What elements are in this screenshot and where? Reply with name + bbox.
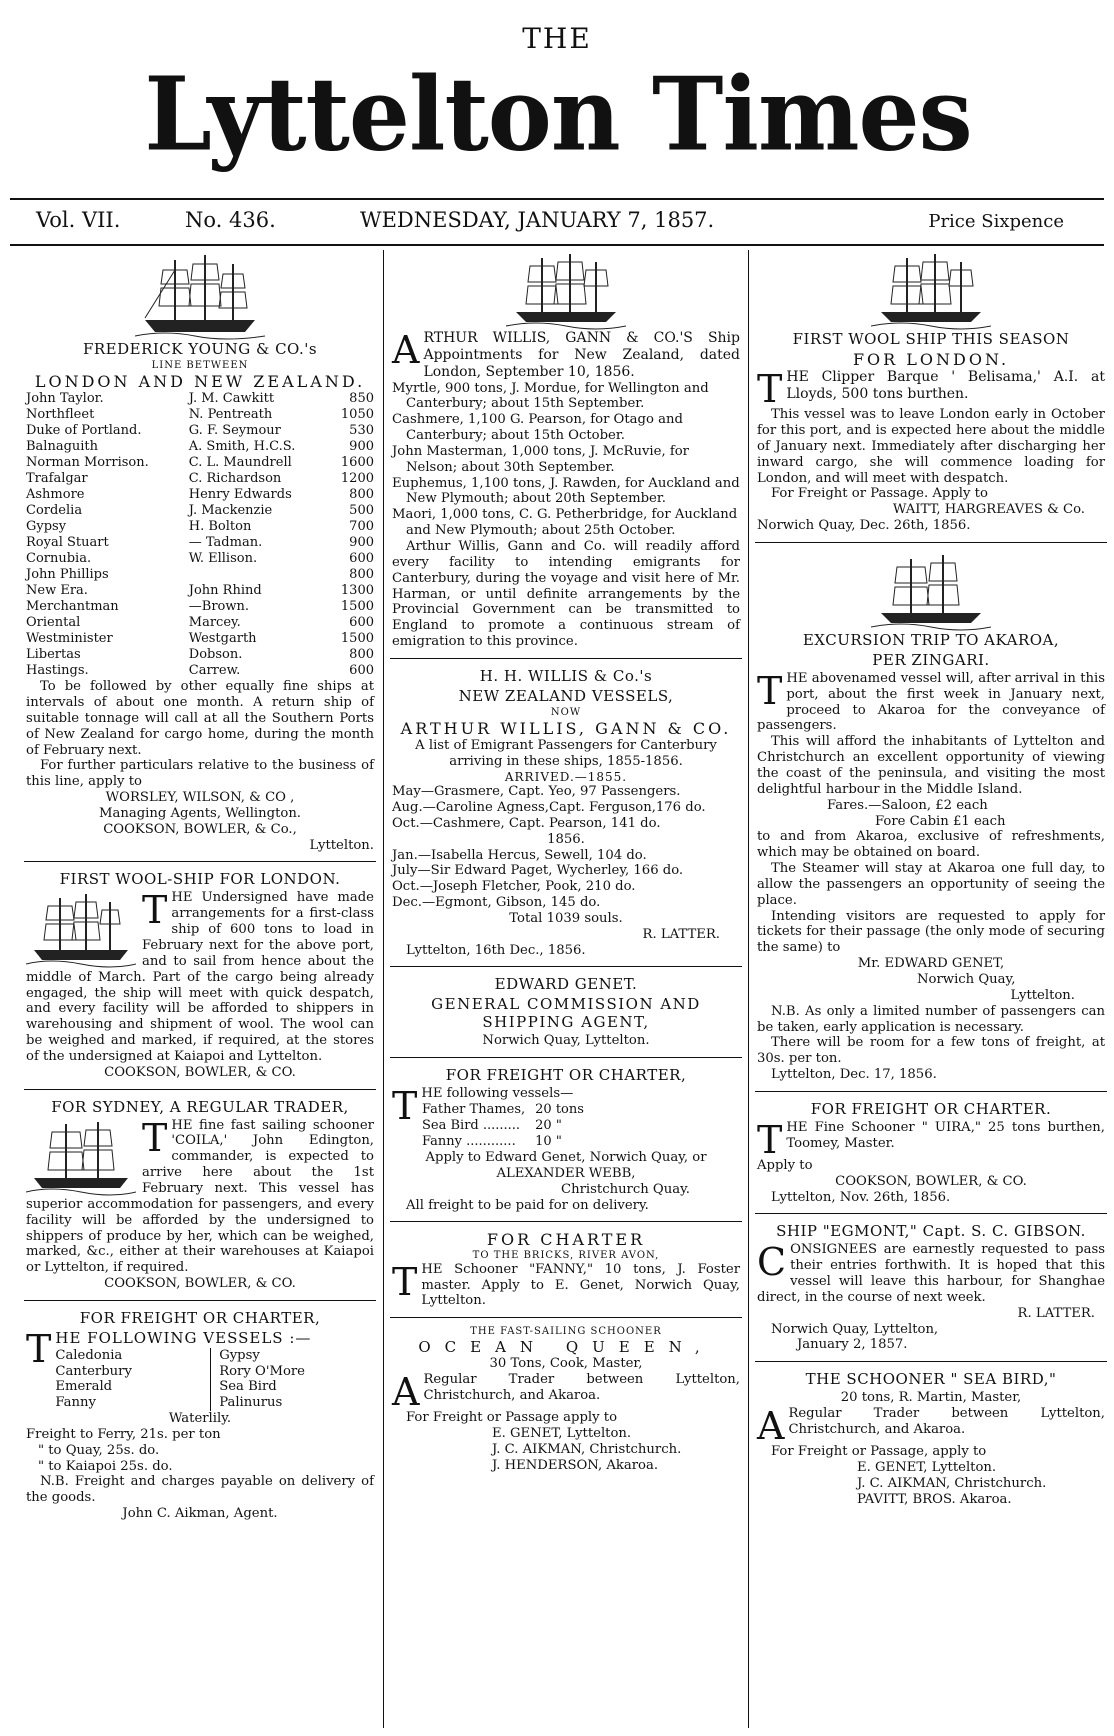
ship-row	[26, 615, 374, 631]
agent-address: Norwich Quay,	[917, 971, 1016, 987]
ad-route: LONDON AND NEW ZEALAND.	[34, 372, 366, 391]
vessel-name: Caledonia	[55, 1347, 123, 1363]
tonnage: 1500	[340, 599, 374, 615]
ad-paragraph: Arthur Willis, Gann and Co. will readily afford every facility to intending emigrants for Canterbury, during the voyage and visit here of Mr. Harman, or until definite arrangements by the Provincial Government can be transmitted to England to promote a continuous stream of emigration to this province.	[392, 538, 740, 650]
ship-appointments	[392, 381, 740, 539]
ship-row	[26, 439, 374, 455]
vessel-name: Canterbury	[55, 1363, 132, 1379]
ad-sydney-trader	[24, 1098, 376, 1301]
ad-heading: FOR FREIGHT OR CHARTER.	[810, 1099, 1052, 1118]
ad-body: Regular Trader between Lyttelton, Christchurch, and Akaroa.	[423, 1372, 740, 1403]
vessel-name: Sea Bird .........	[422, 1118, 521, 1134]
tonnage: 530	[349, 423, 374, 439]
captain-name: H. Bolton	[188, 519, 252, 535]
vessel-row	[422, 1102, 594, 1118]
ad-hh-willis	[390, 667, 742, 968]
ad-paragraph: This vessel was to leave London early in October for this port, and is expected here about the middle of January next. Immediately after discharging her inward cargo, she will commence loading for London, and will meet with despatch.	[757, 407, 1105, 486]
tonnage: 500	[349, 503, 374, 519]
captain-name: Westgarth	[188, 631, 257, 647]
newspaper-title: Lyttelton Times	[144, 55, 972, 174]
ship-appointment: Maori, 1,000 tons, C. G. Petherbridge, for Auckland and New Plymouth; about 25th October.	[392, 507, 738, 539]
ship-name: Northfleet	[26, 407, 95, 423]
ad-heading: SHIP "EGMONT," Capt. S. C. GIBSON.	[776, 1222, 1086, 1241]
ad-paragraph: For further particulars relative to the business of this line, apply to	[26, 758, 374, 790]
ad-signature: COOKSON, BOWLER, & CO.	[104, 1276, 296, 1292]
ad-lead: HE Clipper Barque ' Belisama,' A.I. at Lloyds, 500 tons burthen.	[786, 369, 1105, 403]
ad-subheading: TO THE BRICKS, RIVER AVON,	[472, 1249, 660, 1261]
captain-name: Marcey.	[188, 615, 241, 631]
ad-heading: NEW ZEALAND VESSELS,	[458, 686, 674, 705]
ship-name: Norman Morrison.	[26, 455, 149, 471]
ad-edward-genet	[390, 975, 742, 1058]
tonnage: 1200	[340, 471, 374, 487]
ad-signature: ALEXANDER WEBB,	[496, 1165, 636, 1181]
ship-appointment: John Masterman, 1,000 tons, J. McRuvie, for Nelson; about 30th September.	[392, 443, 689, 475]
ad-heading: FOR LONDON.	[852, 350, 1010, 369]
ad-paragraph: to and from Akaroa, exclusive of refreshments, which may be obtained on board.	[757, 829, 1105, 861]
ad-freight-charter-aikman	[24, 1309, 376, 1530]
captain-name: A. Smith, H.C.S.	[188, 439, 296, 455]
ship-name: John Phillips	[26, 567, 109, 583]
ad-uira	[755, 1100, 1107, 1215]
drop-cap: A	[757, 1404, 785, 1449]
ad-heading: GENERAL COMMISSION AND SHIPPING AGENT,	[431, 995, 701, 1032]
arrived-heading: ARRIVED.—1855.	[504, 769, 628, 784]
ship-name: Hastings.	[26, 663, 89, 679]
ship-row	[26, 471, 374, 487]
vessel-row	[422, 1118, 594, 1134]
captain-name: —Brown.	[188, 599, 249, 615]
vessel-tonnage: 20 "	[535, 1118, 562, 1134]
ad-heading: EXCURSION TRIP TO AKAROA,	[802, 630, 1060, 649]
captain-name: C. Richardson	[188, 471, 282, 487]
vessel-name: Emerald	[55, 1379, 113, 1395]
vessel-name: Father Thames,	[422, 1102, 526, 1118]
tonnage: 850	[349, 391, 374, 407]
drop-cap: A	[392, 1370, 420, 1415]
tonnage: 1050	[340, 407, 374, 423]
ship-name: Cordelia	[26, 503, 83, 519]
ad-heading: FIRST WOOL SHIP THIS SEASON	[792, 330, 1070, 348]
captain-name: G. F. Seymour	[188, 423, 281, 439]
tonnage: 600	[349, 551, 374, 567]
captain-name: J. Mackenzie	[188, 503, 273, 519]
captain-name: Dobson.	[188, 647, 243, 663]
captain-name: — Tadman.	[188, 535, 263, 551]
ship-illustration	[871, 250, 991, 330]
drop-cap: T	[392, 1084, 418, 1129]
captain-name: C. L. Maundrell	[188, 455, 292, 471]
vessel-name: Waterlily.	[168, 1411, 232, 1427]
vessel-name: Sea Bird	[219, 1379, 277, 1395]
ship-appointment: Euphemus, 1,100 tons, J. Rawden, for Auckland and New Plymouth; about 20th September.	[392, 475, 740, 507]
ad-paragraph: For Freight or Passage, apply to	[771, 1444, 987, 1460]
ad-subheading: LINE BETWEEN	[151, 360, 249, 371]
captain-name: John Rhind	[188, 583, 262, 599]
ad-heading: PER ZINGARI.	[872, 650, 990, 669]
vessel-list-left	[55, 1348, 210, 1411]
tonnage: 1300	[340, 583, 374, 599]
ad-heading: OCEAN QUEEN,	[418, 1338, 714, 1357]
drop-cap: C	[757, 1240, 787, 1285]
ship-name: Merchantman	[26, 599, 119, 615]
agent-location: Christchurch Quay.	[561, 1181, 690, 1197]
captain-name	[189, 567, 330, 583]
ad-note: N.B. As only a limited number of passengers can be taken, early application is necessary.	[757, 1003, 1105, 1035]
tonnage: 1600	[340, 455, 374, 471]
ad-body: HE Fine Schooner " UIRA," 25 tons burthen, Toomey, Master.	[786, 1119, 1105, 1151]
tonnage: 700	[349, 519, 374, 535]
ship-row	[26, 551, 374, 567]
ad-heading: FOR SYDNEY, A REGULAR TRADER,	[51, 1097, 349, 1116]
agent-name: COOKSON, BOWLER, & Co.,	[103, 821, 297, 837]
agent-name: PAVITT, BROS. Akaroa.	[857, 1491, 1012, 1507]
tonnage: 1500	[340, 631, 374, 647]
ad-egmont	[755, 1222, 1107, 1362]
drop-cap: T	[757, 668, 783, 713]
issue-number: No. 436.	[185, 208, 276, 232]
agent-location: Lyttelton.	[1010, 987, 1075, 1003]
ad-paragraph: This will afford the inhabitants of Lyttelton and Christchurch an excellent opportunity of viewing the coast of the peninsula, and visiting the most delightful harbour in the Middle Island.	[757, 734, 1105, 797]
ad-body: Regular Trader between Lyttelton, Christchurch, and Akaroa.	[788, 1406, 1105, 1437]
agent-name: J. C. AIKMAN, Christchurch.	[857, 1475, 1047, 1491]
vessel-list-right	[210, 1348, 374, 1411]
ad-paragraph: A list of Emigrant Passengers for Canterbury arriving in these ships, 1855-1856.	[415, 738, 717, 769]
agent-name: WORSLEY, WILSON, & CO ,	[105, 790, 295, 806]
ad-paragraph: Intending visitors are requested to apply for tickets for their passage (the only mode of securing the same) to	[757, 908, 1105, 956]
ad-date: Lyttelton, 16th Dec., 1856.	[406, 942, 586, 958]
issue-date: WEDNESDAY, JANUARY 7, 1857.	[360, 208, 715, 232]
ship-name: Cornubia.	[26, 551, 92, 567]
ad-signature: R. LATTER.	[1017, 1305, 1095, 1321]
ship-illustration	[26, 890, 136, 968]
ad-charter-fanny	[390, 1230, 742, 1318]
ad-note: N.B. Freight and charges payable on delivery of the goods.	[26, 1474, 374, 1506]
ad-belisama	[755, 250, 1107, 543]
ad-signature: R. LATTER.	[642, 926, 720, 942]
arrival-entry: Dec.—Egmont, Gibson, 145 do.	[392, 895, 601, 911]
ship-name: New Era.	[26, 583, 88, 599]
drop-cap: T	[392, 1259, 418, 1304]
ad-lead: HE following vessels—	[421, 1086, 574, 1102]
ad-lead: RTHUR WILLIS, GANN & CO.'S Ship Appointments for New Zealand, dated London, September 10, 1856.	[423, 330, 740, 380]
ad-line: 20 tons, R. Martin, Master,	[840, 1390, 1022, 1406]
column-divider	[383, 250, 384, 1728]
agent-name: Mr. EDWARD GENET,	[857, 956, 1005, 972]
ship-row	[26, 503, 374, 519]
ship-appointment: Myrtle, 900 tons, J. Mordue, for Wellington and Canterbury; about 15th September.	[392, 380, 709, 412]
freight-rate: " to Quay, 25s. do.	[38, 1442, 160, 1458]
captain-name: N. Pentreath	[188, 407, 273, 423]
vessel-name: Palinurus	[219, 1395, 283, 1411]
arrivals-1855	[392, 784, 740, 832]
ad-heading: THE SCHOONER " SEA BIRD,"	[805, 1370, 1057, 1389]
arrival-entry: Oct.—Joseph Fletcher, Pook, 210 do.	[392, 879, 636, 895]
ad-body: ONSIGNEES are earnestly requested to pass their entries forthwith. It is hoped that this vessel will leave this harbour, for Shanghae direct, in the course of next week.	[757, 1242, 1105, 1305]
ad-subheading: THE FAST-SAILING SCHOONER	[470, 1326, 662, 1338]
arrivals-1856	[392, 848, 740, 911]
rule	[10, 198, 1104, 200]
agent-name: E. GENET, Lyttelton.	[857, 1460, 997, 1475]
arrival-entry: Oct.—Cashmere, Capt. Pearson, 141 do.	[392, 815, 661, 831]
drop-cap: T	[142, 888, 168, 933]
ship-row	[26, 583, 374, 599]
ad-first-wool-ship	[24, 870, 376, 1089]
ship-illustration	[26, 1118, 136, 1196]
ad-body: HE fine fast sailing schooner 'COILA,' John Edington, commander, is expected to arrive here about the 1st February next. This vessel has superior accommodation for passengers, and every facility will be afforded by the undersigned to shippers of produce by her, which can be weighed, marked, &c., either at their warehouses at Kaiapoi or Lyttelton, if required.	[26, 1117, 374, 1276]
ad-paragraph: To be followed by other equally fine ships at intervals of about one month. A return ship of suitable tonnage will call at all the Southern Ports of New Zealand for cargo home, during the month of February next.	[26, 679, 374, 758]
captain-name: Carrew.	[188, 663, 241, 679]
ad-freight-charter-genet	[390, 1066, 742, 1222]
ad-heading: H. H. WILLIS & Co.'s	[479, 666, 653, 685]
ad-address: Norwich Quay, Lyttelton.	[482, 1033, 650, 1049]
captain-name: W. Ellison.	[188, 551, 258, 567]
fare-fore-cabin: Fore Cabin £1 each	[875, 813, 1006, 829]
ad-paragraph: The Steamer will stay at Akaroa one full day, to allow the passengers an opportunity of seeing the place.	[757, 861, 1105, 908]
total-passengers: Total 1039 souls.	[509, 910, 623, 926]
vessel-tonnage: 10 "	[535, 1134, 562, 1150]
ad-heading: FREDERICK YOUNG & CO.'s	[82, 340, 318, 358]
vessel-name: Gypsy	[219, 1347, 260, 1363]
ad-paragraph: Apply to Edward Genet, Norwich Quay, or	[425, 1150, 707, 1166]
drop-cap: T	[26, 1326, 52, 1371]
ship-row	[26, 455, 374, 471]
ship-row	[26, 519, 374, 535]
ship-name: Westminister	[26, 631, 113, 647]
captain-name: J. M. Cawkitt	[188, 391, 275, 407]
tonnage: 800	[349, 567, 374, 583]
vessel-name: Rory O'More	[219, 1363, 305, 1379]
column-3	[755, 250, 1107, 1728]
vessel-tonnage: 20 tons	[535, 1102, 584, 1118]
ship-row	[26, 407, 374, 423]
ad-signature: COOKSON, BOWLER, & CO.	[835, 1173, 1027, 1189]
ad-sea-bird	[755, 1370, 1107, 1515]
ad-signature: COOKSON, BOWLER, & CO.	[104, 1064, 296, 1080]
tonnage: 800	[349, 487, 374, 503]
agent-role: Managing Agents, Wellington.	[98, 805, 302, 821]
column-divider	[748, 250, 749, 1728]
ad-heading: FOR CHARTER	[486, 1230, 646, 1250]
ship-illustration	[506, 250, 626, 330]
ad-date: Norwich Quay, Dec. 26th, 1856.	[757, 518, 971, 534]
tonnage: 800	[349, 647, 374, 663]
ad-body: HE Schooner "FANNY," 10 tons, J. Foster master. Apply to E. Genet, Norwich Quay, Lyttelton.	[421, 1261, 740, 1309]
ship-name: Gypsy	[26, 519, 67, 535]
ship-row	[26, 599, 374, 615]
ship-illustration	[871, 551, 991, 631]
ad-frederick-young	[24, 250, 376, 862]
ad-note: All freight to be paid for on delivery.	[406, 1197, 649, 1213]
freight-rate: " to Kaiapoi 25s. do.	[38, 1458, 173, 1474]
ad-date: Lyttelton, Nov. 26th, 1856.	[771, 1189, 951, 1205]
masthead	[0, 0, 1114, 232]
ad-heading: FIRST WOOL-SHIP FOR LONDON.	[59, 870, 341, 889]
ship-appointment: Cashmere, 1,100 G. Pearson, for Otago and Canterbury; about 15th October.	[392, 412, 683, 444]
ad-excursion-akaroa	[755, 551, 1107, 1092]
ad-paragraph: For Freight or Passage. Apply to	[771, 486, 988, 502]
tonnage: 900	[349, 439, 374, 455]
ship-row	[26, 391, 374, 407]
ad-paragraph: There will be room for a few tons of freight, at 30s. per ton.	[757, 1035, 1105, 1067]
arrival-entry: May—Grasmere, Capt. Yeo, 97 Passengers.	[392, 784, 681, 800]
tonnage: 900	[349, 535, 374, 551]
tonnage: 600	[349, 663, 374, 679]
ship-row	[26, 631, 374, 647]
dateline	[10, 204, 1104, 240]
ad-paragraph: For Freight or Passage apply to	[406, 1410, 618, 1426]
agent-name: J. C. AIKMAN, Christchurch.	[492, 1441, 682, 1457]
ship-row	[26, 423, 374, 439]
drop-cap: T	[757, 1117, 783, 1162]
ship-name: Ashmore	[26, 487, 85, 503]
ad-body: HE Undersigned have made arrangements for a first-class ship of 600 tons to load in February next for the above port, and to sail from hence about the middle of March. Part of the cargo being already engaged, the ship will meet with quick despatch, and every facility will be afforded to shippers in warehousing and shipment of wool. The wool can be weighed and marked, if required, at the stores of the undersigned at Kaiapoi and Lyttelton.	[26, 890, 374, 1064]
captain-name: Henry Edwards	[188, 487, 292, 503]
ad-paragraph: Apply to	[757, 1157, 813, 1173]
vessel-name: Fanny	[55, 1395, 96, 1411]
volume: Vol. VII.	[36, 208, 121, 232]
ship-row	[26, 663, 374, 679]
agent-name: J. HENDERSON, Akaroa.	[492, 1457, 659, 1473]
ad-date: Norwich Quay, Lyttelton,	[771, 1321, 939, 1337]
vessel-table	[422, 1102, 594, 1150]
year-heading: 1856.	[547, 831, 585, 847]
vessel-row	[422, 1134, 594, 1150]
ad-arthur-willis	[390, 250, 742, 659]
ship-name: Royal Stuart	[26, 535, 109, 551]
price: Price Sixpence	[928, 211, 1064, 232]
ship-name: Libertas	[26, 647, 81, 663]
ad-heading: ARTHUR WILLIS, GANN & CO.	[400, 718, 732, 738]
ad-lead: HE FOLLOWING VESSELS :—	[55, 1328, 312, 1347]
drop-cap: A	[392, 328, 420, 372]
ship-row	[26, 487, 374, 503]
ad-body: HE abovenamed vessel will, after arrival in this port, about the first week in January next, proceed to Akaroa for the conveyance of passengers.	[757, 670, 1105, 734]
ad-heading: FOR FREIGHT OR CHARTER,	[79, 1308, 321, 1327]
freight-rate: Freight to Ferry, 21s. per ton	[26, 1426, 221, 1442]
ad-ocean-queen	[390, 1326, 742, 1481]
arrival-entry: Jan.—Isabella Hercus, Sewell, 104 do.	[392, 847, 647, 863]
ship-list-table	[26, 391, 374, 679]
ad-heading: EDWARD GENET.	[494, 975, 638, 994]
ship-row	[26, 567, 374, 583]
ship-row	[26, 647, 374, 663]
arrival-entry: Aug.—Caroline Agness,Capt. Ferguson,176 do.	[392, 799, 706, 815]
tonnage: 600	[349, 615, 374, 631]
ship-name: Balnaguith	[26, 439, 99, 455]
ad-date: Lyttelton, Dec. 17, 1856.	[771, 1067, 937, 1083]
ship-name: Duke of Portland.	[26, 423, 142, 439]
masthead-the: THE	[522, 22, 592, 55]
drop-cap: T	[757, 367, 783, 412]
ship-name: Trafalgar	[26, 471, 88, 487]
ad-signature: John C. Aikman, Agent.	[122, 1506, 278, 1522]
ad-subheading: NOW	[550, 706, 582, 718]
ad-line: 30 Tons, Cook, Master,	[489, 1356, 643, 1372]
ship-name: Oriental	[26, 615, 81, 631]
drop-cap: T	[142, 1115, 168, 1160]
column-1	[24, 250, 376, 1728]
fare-saloon: Fares.—Saloon, £2 each	[827, 797, 988, 813]
ad-heading: FOR FREIGHT OR CHARTER,	[445, 1066, 687, 1085]
agent-name: E. GENET, Lyttelton.	[492, 1425, 632, 1441]
column-2	[390, 250, 742, 1728]
ship-illustration	[135, 250, 265, 340]
ad-date: January 2, 1857.	[797, 1337, 908, 1353]
ship-name: John Taylor.	[26, 391, 104, 407]
rule	[10, 244, 1104, 246]
ship-row	[26, 535, 374, 551]
agent-location: Lyttelton.	[309, 837, 374, 853]
vessel-list	[55, 1348, 374, 1411]
arrival-entry: July—Sir Edward Paget, Wycherley, 166 do.	[392, 863, 684, 879]
vessel-name: Fanny ............	[422, 1134, 516, 1150]
ad-signature: WAITT, HARGREAVES & Co.	[892, 502, 1085, 518]
